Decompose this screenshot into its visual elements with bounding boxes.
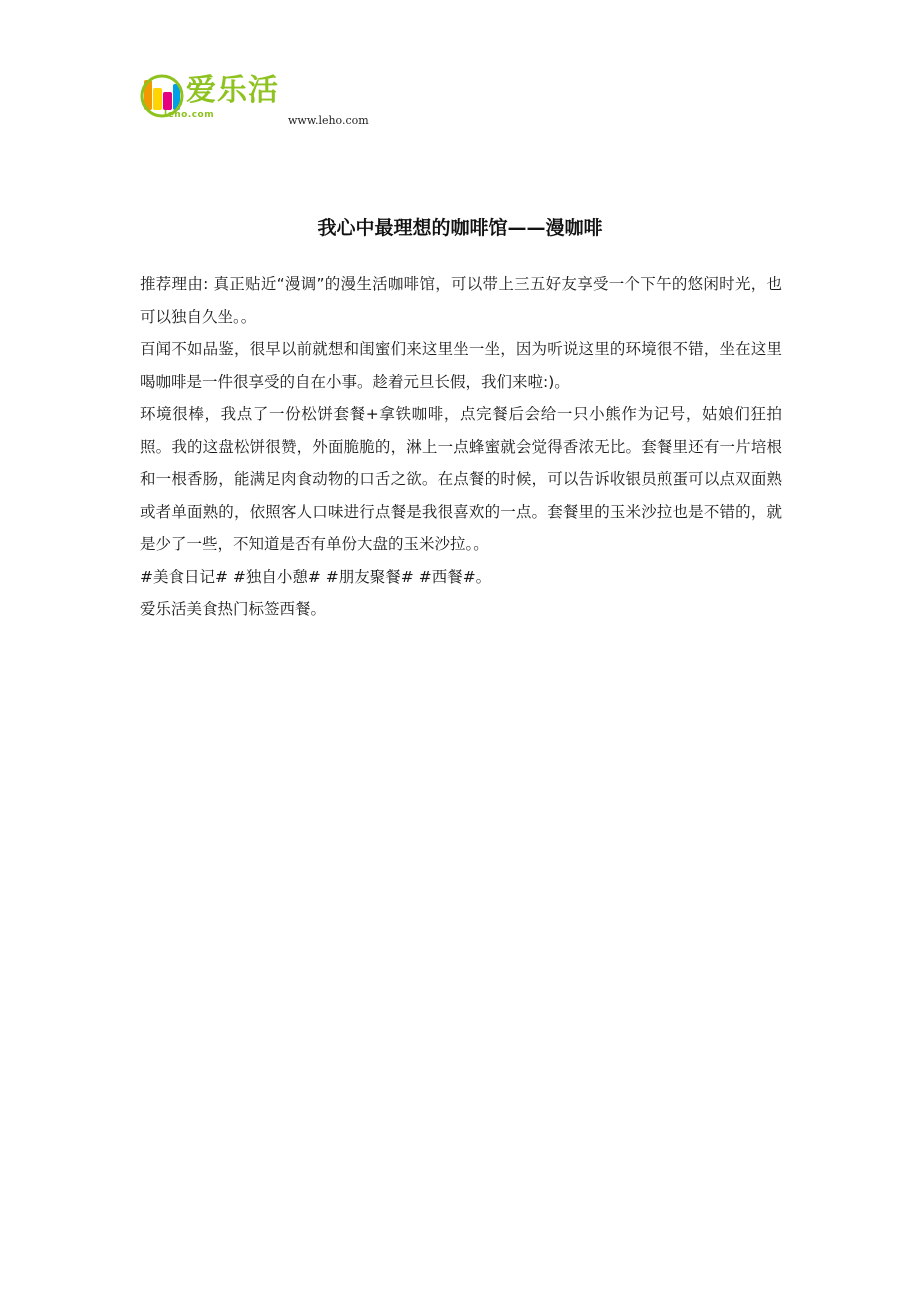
page-header	[140, 66, 440, 132]
logo-wordmark: 爱乐活	[186, 73, 279, 108]
paragraph-experience: 环境很棒，我点了一份松饼套餐+拿铁咖啡，点完餐后会给一只小熊作为记号，姑娘们狂拍照。我的这盘松饼很赞，外面脆脆的，淋上一点蜂蜜就会觉得香浓无比。套餐里还有一片培根和一根香肠，能满足肉食动物的口舌之欲。在点餐的时候，可以告诉收银员煎蛋可以点双面熟或者单面熟的，依照客人口味进行点餐是我很喜欢的一点。套餐里的玉米沙拉也是不错的，就是少了一些，不知道是否有单份大盘的玉米沙拉。。	[140, 405, 782, 553]
article-body	[140, 268, 782, 626]
paragraph-recommendation: 推荐理由: 真正贴近“漫调”的漫生活咖啡馆，可以带上三五好友享受一个下午的悠闲时光，也可以独自久坐。。	[140, 275, 782, 326]
paragraph-tags: #美食日记# #独自小憩# #朋友聚餐# #西餐#。	[140, 567, 492, 586]
paragraph-footer-tag: 爱乐活美食热门标签西餐。	[140, 600, 327, 618]
article-title: 我心中最理想的咖啡馆——漫咖啡	[317, 217, 603, 239]
site-url[interactable]: www.leho.com	[288, 114, 369, 127]
paragraph-intro: 百闻不如品鉴，很早以前就想和闺蜜们来这里坐一坐，因为听说这里的环境很不错，坐在这里喝咖啡是一件很享受的自在小事。趁着元旦长假，我们来啦:)。	[140, 340, 782, 391]
logo-domain: leho.com	[164, 110, 215, 120]
